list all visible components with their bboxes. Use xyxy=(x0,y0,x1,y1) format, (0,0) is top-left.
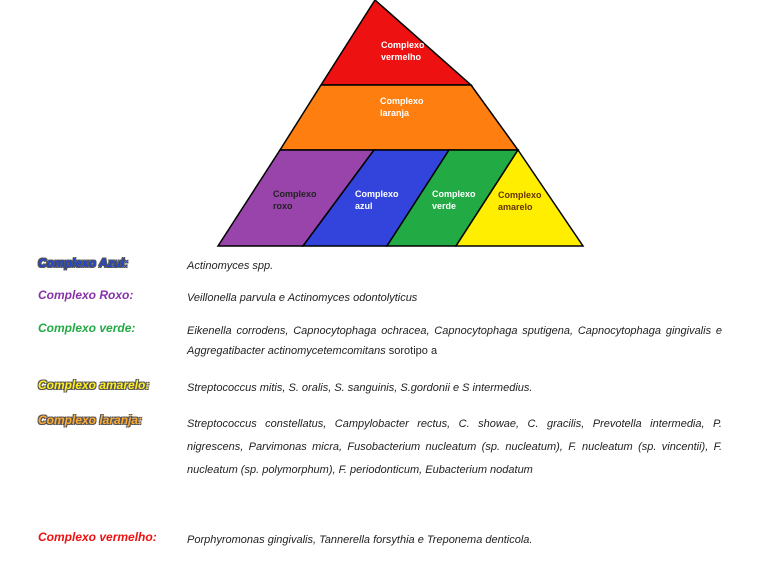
tier-vermelho-label-1: Complexo xyxy=(381,40,425,50)
species-list: Actinomyces spp. xyxy=(187,260,274,272)
species-list: Veillonella parvula e Actinomyces odontolyticus xyxy=(187,292,418,304)
complex-description xyxy=(187,321,722,361)
complex-description xyxy=(187,378,722,398)
complex-description xyxy=(187,256,722,276)
tier-laranja-label-2: laranja xyxy=(380,108,410,118)
serotype-suffix: sorotipo a xyxy=(385,345,438,357)
complex-description xyxy=(187,413,722,482)
tier-amarelo-label-2: amarelo xyxy=(498,202,533,212)
complex-name: Complexo verde: xyxy=(38,321,136,335)
species-list: Streptococcus mitis, S. oralis, S. sanguinis, S.gordonii e S intermedius. xyxy=(187,382,533,394)
complex-name: Complexo Roxo: xyxy=(38,288,134,302)
tier-azul-label-1: Complexo xyxy=(355,189,399,199)
complex-pyramid-diagram xyxy=(0,0,761,250)
complex-name: Complexo laranja: xyxy=(38,413,143,427)
complex-name: Complexo Azul: xyxy=(38,256,129,270)
tier-vermelho-label-2: vermelho xyxy=(381,52,422,62)
complex-description xyxy=(187,288,722,308)
tier-roxo-label-2: roxo xyxy=(273,201,293,211)
complex-name: Complexo vermelho: xyxy=(38,530,157,544)
species-list: Streptococcus constellatus, Campylobacter rectus, C. showae, C. gracilis, Prevotella intermedia, P. nigrescens, Parvimonas micra, Fusobacterium nucleatum (sp. nucleatum), F. nucleatum (sp. vincentii), F. nucleatum (sp. polymorphum), F. periodonticum, Eubacterium nodatum xyxy=(187,418,722,476)
tier-amarelo-label-1: Complexo xyxy=(498,190,542,200)
complex-description xyxy=(187,530,722,550)
tier-verde-label-2: verde xyxy=(432,201,457,211)
tier-verde-label-1: Complexo xyxy=(432,189,476,199)
tier-laranja-label-1: Complexo xyxy=(380,96,424,106)
tier-roxo-label-1: Complexo xyxy=(273,189,317,199)
species-list: Porphyromonas gingivalis, Tannerella forsythia e Treponema denticola. xyxy=(187,534,533,546)
tier-azul-label-2: azul xyxy=(355,201,373,211)
complex-name: Complexo amarelo: xyxy=(38,378,150,392)
species-list: Eikenella corrodens, Capnocytophaga ochracea, Capnocytophaga sputigena, Capnocytophaga gingivalis e Aggregatibacter actinomycetemcomitans xyxy=(187,325,722,357)
